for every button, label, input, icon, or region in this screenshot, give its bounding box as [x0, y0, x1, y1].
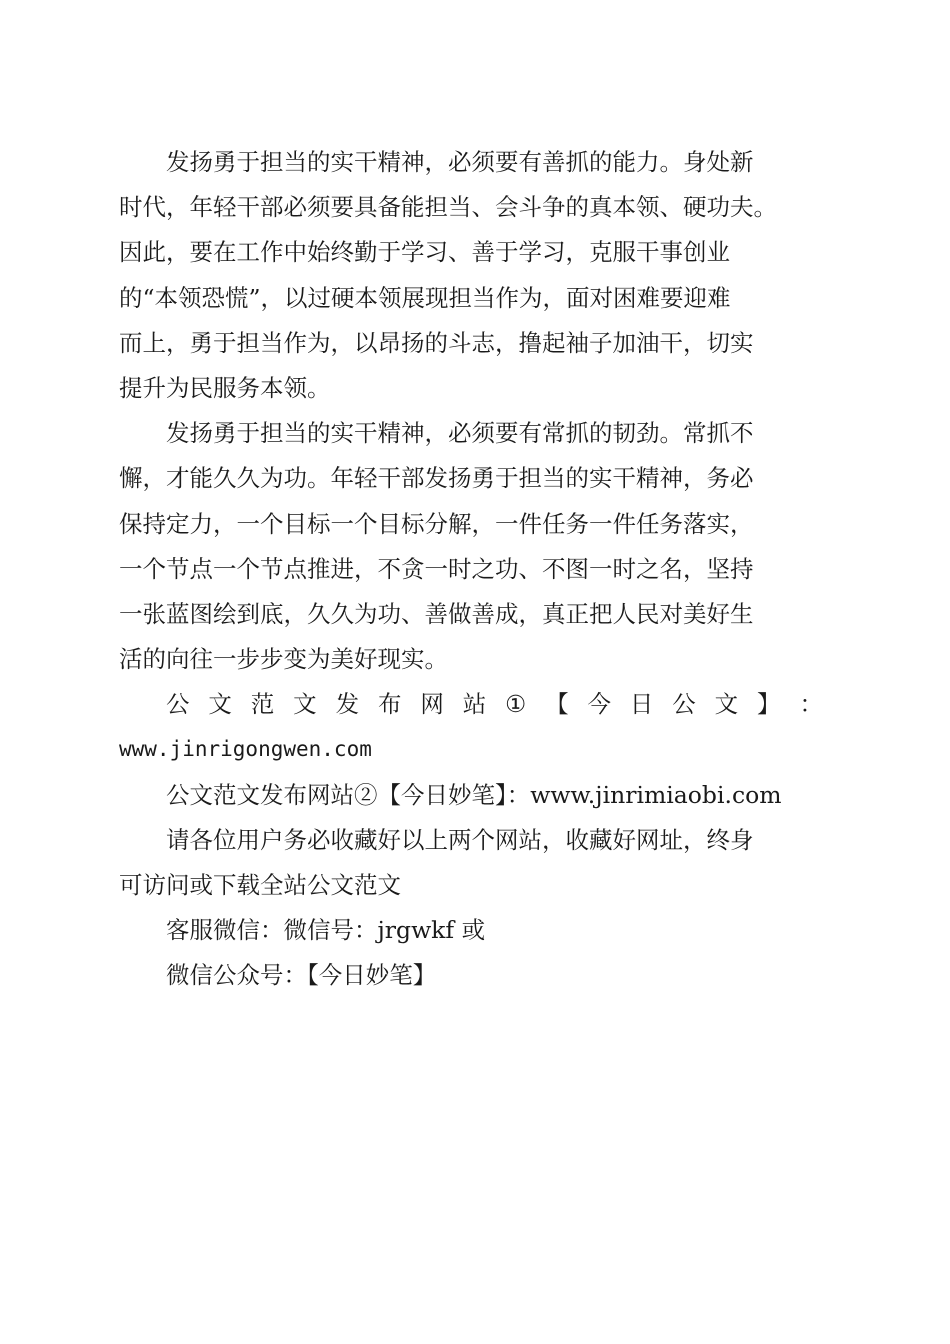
site-one-char: 公 [166, 690, 190, 719]
site-one-char: 文 [714, 690, 739, 719]
notice-line: 可访问或下载全站公文范文 [119, 871, 401, 899]
site-one-char: 文 [208, 690, 232, 719]
notice-block [119, 818, 823, 908]
site-one-char: 站 [462, 690, 487, 719]
site-one-char: ① [505, 690, 527, 719]
site-one-char: 文 [293, 690, 317, 719]
paragraph-line: 而上，勇于担当作为，以昂扬的斗志，撸起袖子加油干，切实 [119, 328, 754, 357]
paragraph-line: 活的向往一步步变为美好现实。 [119, 645, 448, 674]
notice-line: 请各位用户务必收藏好以上两个网站，收藏好网址，终身 [166, 825, 754, 854]
site-one-char: 发 [335, 690, 360, 719]
site-one-char: 公 [672, 690, 696, 719]
paragraph-ability [119, 140, 823, 411]
service-wechat-line: 客服微信：微信号：jrgwkf 或 [166, 916, 486, 945]
paragraph-line: 懈，才能久久为功。年轻干部发扬勇于担当的实干精神，务必 [119, 464, 754, 493]
site-one-char: 网 [420, 690, 444, 719]
paragraph-line: 因此，要在工作中始终勤于学习、善于学习，克服干事创业 [119, 238, 730, 267]
site-one-char: 今 [587, 690, 611, 719]
paragraph-line: 时代，年轻干部必须要具备能担当、会斗争的真本领、硬功夫。 [119, 193, 777, 222]
site-one-block [119, 682, 823, 772]
paragraph-line: 保持定力，一个目标一个目标分解，一件任务一件任务落实， [119, 509, 754, 538]
site-one-char: 】 [757, 690, 781, 719]
paragraph-persistence [119, 411, 823, 682]
site-one-url: www.jinrigongwen.com [119, 737, 372, 762]
site-one-char: 布 [377, 690, 402, 719]
paragraph-line: 提升为民服务本领。 [119, 373, 331, 402]
site-one-label [119, 682, 823, 727]
paragraph-line: 的“本领恐慌”，以过硬本领展现担当作为，面对困难要迎难 [119, 283, 731, 312]
paragraph-line: 发扬勇于担当的实干精神，必须要有常抓的韧劲。常抓不 [166, 419, 754, 448]
site-one-char: 范 [250, 690, 275, 719]
site-one-char: 日 [629, 690, 654, 719]
paragraph-line: 发扬勇于担当的实干精神，必须要有善抓的能力。身处新 [166, 148, 754, 176]
paragraph-line: 一个节点一个节点推进，不贪一时之功、不图一时之名，坚持 [119, 554, 754, 583]
document-body [119, 140, 823, 999]
site-one-char: ： [799, 690, 823, 719]
site-two-line: 公文范文发布网站②【今日妙笔】：www.jinrimiaobi.com [166, 780, 782, 809]
official-account-line: 微信公众号：【今日妙笔】 [166, 961, 437, 990]
paragraph-line: 一张蓝图绘到底，久久为功、善做善成，真正把人民对美好生 [119, 599, 754, 628]
site-one-char: 【 [545, 690, 569, 719]
